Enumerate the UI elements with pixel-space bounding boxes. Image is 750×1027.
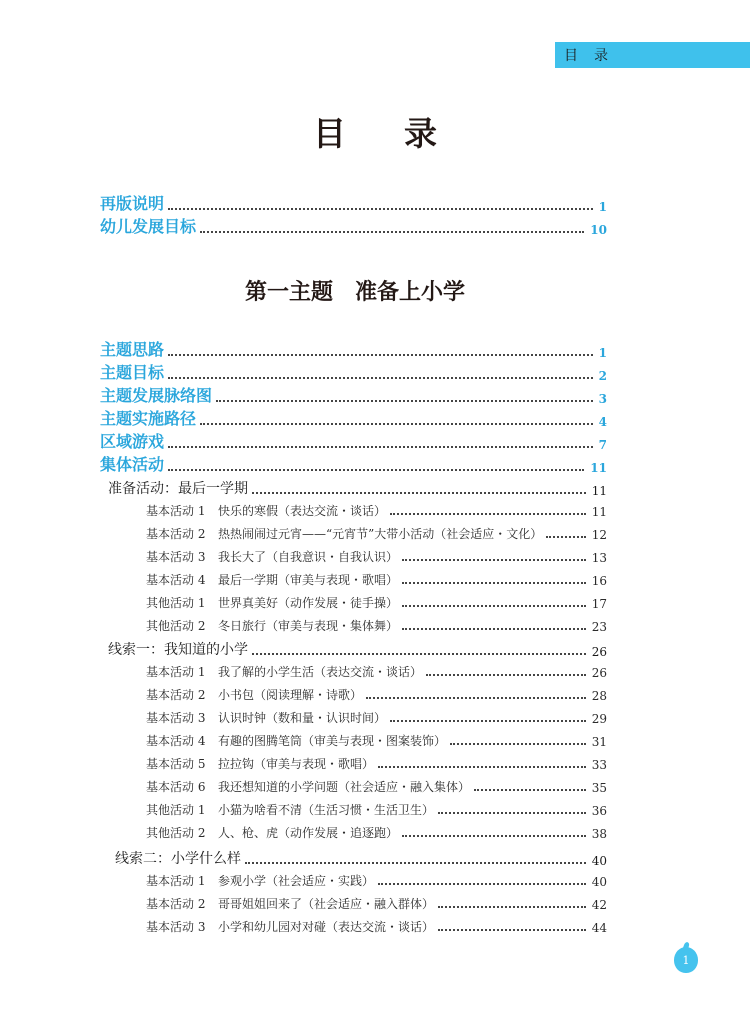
activity-code: 基本活动 2: [146, 527, 206, 541]
toc-entry-page: 4: [598, 415, 607, 429]
toc-subentry[interactable]: [146, 593, 607, 611]
dot-leader: [200, 422, 593, 425]
dot-leader: [390, 719, 586, 722]
activity-code: 基本活动 1: [146, 665, 206, 679]
toc-entry-label: 主题目标: [100, 363, 165, 382]
activity-code: 基本活动 4: [146, 573, 206, 587]
dot-leader: [378, 882, 586, 885]
activity-page: 17: [591, 597, 607, 611]
toc-subentry[interactable]: [146, 917, 607, 935]
toc-entry-page: 2: [598, 369, 607, 383]
activity-page: 23: [591, 620, 607, 634]
activity-label: 拉拉钩（审美与表现・歌唱）: [218, 757, 375, 771]
toc-entry-label: 主题实施路径: [100, 409, 197, 428]
toc-entry[interactable]: [100, 338, 607, 360]
activity-page: 31: [591, 735, 607, 749]
toc-entry[interactable]: [100, 453, 607, 475]
activity-code: 基本活动 3: [146, 920, 206, 934]
dot-leader: [168, 353, 593, 356]
activity-label: 我了解的小学生活（表达交流・谈话）: [218, 665, 423, 679]
toc-entry-label: 幼儿发展目标: [100, 217, 197, 236]
activity-code: 基本活动 1: [146, 874, 206, 888]
activity-page: 26: [591, 666, 607, 680]
activity-label: 有趣的图腾笔筒（审美与表现・图案装饰）: [218, 734, 447, 748]
activity-label: 热热闹闹过元宵——“元宵节”大带小活动（社会适应・文化）: [218, 527, 543, 541]
dot-leader: [168, 207, 593, 210]
dot-leader: [438, 928, 586, 931]
activity-code: 其他活动 1: [146, 803, 206, 817]
toc-entry[interactable]: [100, 361, 607, 383]
toc-entry[interactable]: [100, 215, 607, 237]
toc-group-label: 准备活动：最后一学期: [108, 481, 248, 497]
dot-leader: [252, 652, 586, 655]
activity-label: 参观小学（社会适应・实践）: [218, 874, 375, 888]
page-title: 目录: [313, 114, 495, 153]
activity-code: 其他活动 2: [146, 826, 206, 840]
dot-leader: [168, 376, 593, 379]
activity-label: 认识时钟（数和量・认识时间）: [218, 711, 387, 725]
toc-subentry[interactable]: [146, 547, 607, 565]
toc-entry[interactable]: [100, 384, 607, 406]
toc-entry-label: 再版说明: [100, 194, 165, 213]
toc-entry-page: 7: [598, 438, 607, 452]
dot-leader: [474, 788, 586, 791]
toc-entry[interactable]: [100, 430, 607, 452]
toc-subentry[interactable]: [146, 800, 607, 818]
toc-group-page: 11: [591, 484, 607, 498]
toc-group[interactable]: [115, 848, 607, 868]
dot-leader: [390, 512, 586, 515]
activity-code: 基本活动 3: [146, 711, 206, 725]
toc-entry-label: 集体活动: [100, 455, 165, 474]
activity-page: 11: [591, 505, 607, 519]
dot-leader: [245, 861, 586, 864]
activity-page: 38: [591, 827, 607, 841]
toc-group[interactable]: [108, 478, 607, 498]
activity-page: 29: [591, 712, 607, 726]
toc-subentry[interactable]: [146, 685, 607, 703]
dot-leader: [402, 627, 586, 630]
toc-entry-page: 1: [598, 200, 607, 214]
toc-subentry[interactable]: [146, 662, 607, 680]
toc-subentry[interactable]: [146, 894, 607, 912]
activity-page: 28: [591, 689, 607, 703]
dot-leader: [366, 696, 586, 699]
dot-leader: [168, 468, 584, 471]
activity-page: 33: [591, 758, 607, 772]
toc-subentry[interactable]: [146, 777, 607, 795]
dot-leader: [200, 230, 584, 233]
dot-leader: [216, 399, 593, 402]
toc-subentry[interactable]: [146, 524, 607, 542]
dot-leader: [402, 581, 586, 584]
toc-group-label: 线索一：我知道的小学: [108, 642, 248, 658]
header-tab: [555, 42, 750, 68]
activity-code: 其他活动 1: [146, 596, 206, 610]
activity-code: 基本活动 1: [146, 504, 206, 518]
activity-page: 36: [591, 804, 607, 818]
activity-code: 基本活动 6: [146, 780, 206, 794]
dot-leader: [402, 558, 586, 561]
theme-title: 第一主题 准备上小学: [244, 279, 465, 305]
activity-label: 冬日旅行（审美与表现・集体舞）: [218, 619, 399, 633]
activity-label: 小猫为啥看不清（生活习惯・生活卫生）: [218, 803, 435, 817]
activity-label: 我还想知道的小学问题（社会适应・融入集体）: [218, 780, 471, 794]
activity-label: 哥哥姐姐回来了（社会适应・融入群体）: [218, 897, 435, 911]
dot-leader: [438, 811, 586, 814]
dot-leader: [450, 742, 586, 745]
dot-leader: [438, 905, 586, 908]
toc-group[interactable]: [108, 639, 607, 659]
dot-leader: [402, 834, 586, 837]
activity-label: 最后一学期（审美与表现・歌唱）: [218, 573, 399, 587]
activity-label: 小学和幼儿园对对碰（表达交流・谈话）: [218, 920, 435, 934]
toc-subentry[interactable]: [146, 754, 607, 772]
toc-entry-page: 11: [590, 461, 607, 475]
toc-entry-page: 10: [590, 223, 607, 237]
toc-entry-label: 主题思路: [100, 340, 165, 359]
activity-code: 其他活动 2: [146, 619, 206, 633]
activity-page: 12: [591, 528, 607, 542]
activity-page: 44: [591, 921, 607, 935]
activity-label: 我长大了（自我意识・自我认识）: [218, 550, 399, 564]
toc-subentry[interactable]: [146, 708, 607, 726]
toc-subentry[interactable]: [146, 823, 607, 841]
dot-leader: [168, 445, 593, 448]
dot-leader: [546, 535, 585, 538]
toc-group-label: 线索二：小学什么样: [115, 851, 241, 867]
toc-entry-label: 区域游戏: [100, 432, 165, 451]
activity-page: 16: [591, 574, 607, 588]
toc-subentry[interactable]: [146, 570, 607, 588]
header-tab-label: 目录: [564, 48, 624, 64]
activity-label: 快乐的寒假（表达交流・谈话）: [218, 504, 387, 518]
dot-leader: [378, 765, 586, 768]
toc-entry-page: 3: [598, 392, 607, 406]
toc-subentry[interactable]: [146, 871, 607, 889]
dot-leader: [402, 604, 586, 607]
activity-label: 人、枪、虎（动作发展・追逐跑）: [218, 826, 399, 840]
toc-entry[interactable]: [100, 407, 607, 429]
toc-entry[interactable]: [100, 192, 607, 214]
dot-leader: [252, 491, 586, 494]
activity-page: 13: [591, 551, 607, 565]
toc-entry-page: 1: [598, 346, 607, 360]
activity-label: 世界真美好（动作发展・徒手操）: [218, 596, 399, 610]
toc-subentry[interactable]: [146, 501, 607, 519]
activity-label: 小书包（阅读理解・诗歌）: [218, 688, 363, 702]
toc-subentry[interactable]: [146, 616, 607, 634]
toc-subentry[interactable]: [146, 731, 607, 749]
toc-group-page: 26: [591, 645, 607, 659]
activity-code: 基本活动 2: [146, 688, 206, 702]
dot-leader: [426, 673, 586, 676]
toc-entry-label: 主题发展脉络图: [100, 386, 213, 405]
activity-code: 基本活动 4: [146, 734, 206, 748]
activity-page: 40: [591, 875, 607, 889]
page-number-badge: 1: [674, 947, 698, 973]
activity-code: 基本活动 5: [146, 757, 206, 771]
activity-page: 42: [591, 898, 607, 912]
activity-page: 35: [591, 781, 607, 795]
toc-group-page: 40: [591, 854, 607, 868]
activity-code: 基本活动 3: [146, 550, 206, 564]
activity-code: 基本活动 2: [146, 897, 206, 911]
